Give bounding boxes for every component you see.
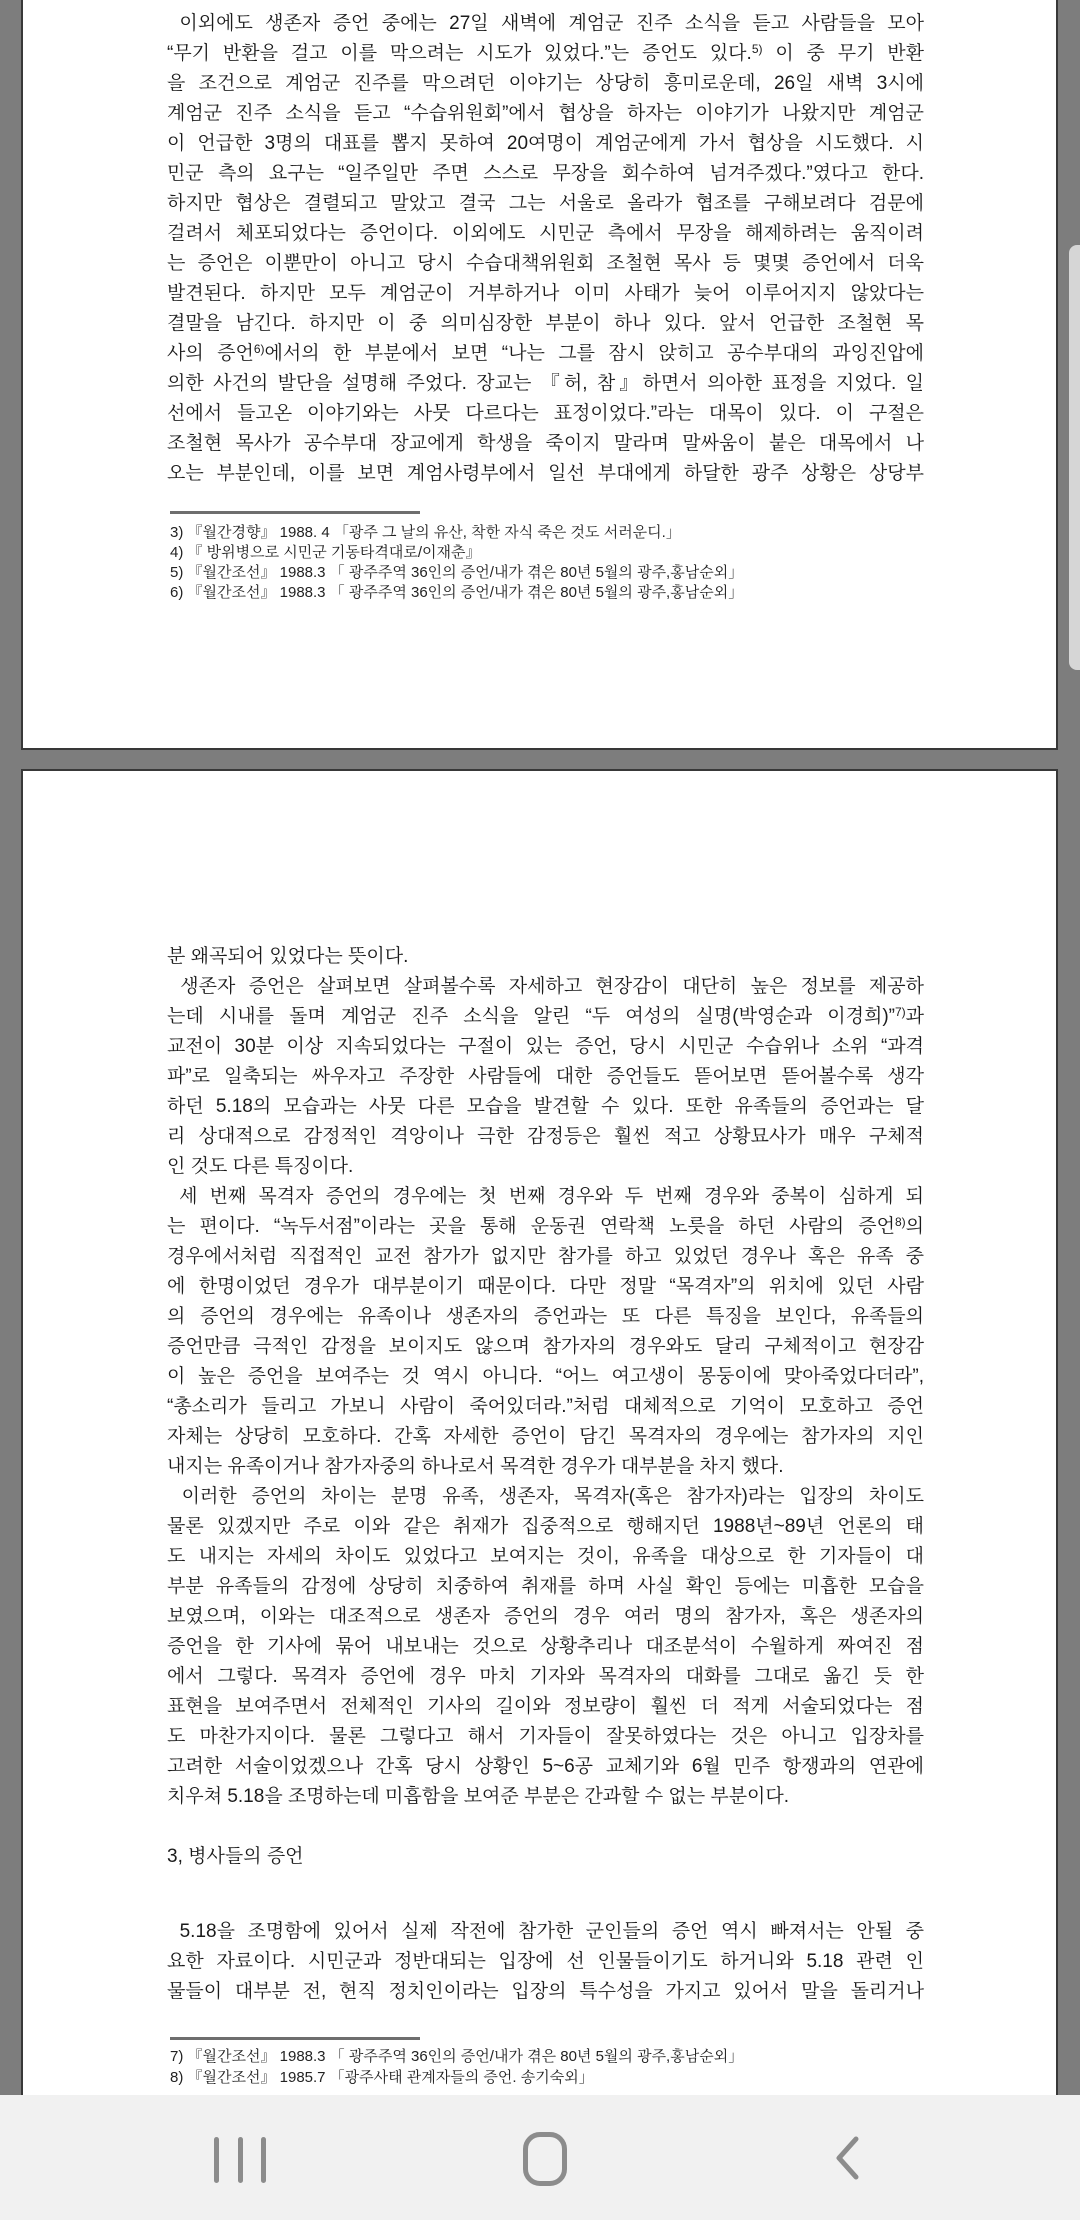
text-line: 부분 유족들의 감정에 상당히 치중하여 취재를 하며 사실 확인 등에는 미흡한 모습을 xyxy=(167,1576,924,1597)
recents-icon xyxy=(214,2137,219,2183)
page1-body-text xyxy=(167,9,924,489)
text-line: 증언을 한 기사에 묶어 내보내는 것으로 상황추리나 대조분석이 수월하게 짜여진 점 xyxy=(167,1636,924,1657)
text-line: 조철현 목사가 공수부대 장교에게 학생을 죽이지 말라며 말싸움이 붙은 대목에서 나 xyxy=(167,433,924,454)
text-line: “총소리가 들리고 가보니 사람이 죽어있더라.”처럼 대체적으로 기억이 모호하고 증언 xyxy=(167,1396,924,1417)
text-line: 걸려서 체포되었다는 증언이다. 이외에도 시민군 측에서 무장을 해제하려는 움직이려 xyxy=(167,223,924,244)
text-line: 생존자 증언은 살펴보면 살펴볼수록 자세하고 현장감이 대단히 높은 정보를 제공하 xyxy=(167,976,924,997)
text-line: 물론 있겠지만 주로 이와 같은 취재가 집중적으로 행해지던 1988년~89년 언론의 태 xyxy=(167,1516,924,1537)
text-line: 고려한 서술이었겠으나 간혹 당시 상황인 5~6공 교체기와 6월 민주 항쟁과의 연관에 xyxy=(167,1756,924,1777)
text-line: 물들이 대부분 전, 현직 정치인이라는 입장의 특수성을 가지고 있어서 말을 돌리거나 xyxy=(167,1981,924,2002)
page2-footnotes xyxy=(170,2046,950,2088)
text-line: 분 왜곡되어 있었다는 뜻이다. xyxy=(167,946,409,967)
text-line: 5.18을 조명함에 있어서 실제 작전에 참가한 군인들의 증언 역시 빠져서는 안될 중 xyxy=(167,1921,924,1942)
text-line: “무기 반환을 걸고 이를 막으려는 시도가 있었다.”는 증언도 있다.$^{5)}$ 이 중 무기 반환 xyxy=(167,42,924,64)
footnote-line: 4) 『 방위병으로 시민군 기동타격대로/이재춘』 xyxy=(170,544,481,561)
document-page-1[interactable] xyxy=(21,0,1058,750)
text-line: 경우에서처럼 직접적인 교전 참가가 없지만 참가를 하고 있었던 경우나 혹은 유족 중 xyxy=(167,1246,924,1267)
text-line: 이러한 증언의 차이는 분명 유족, 생존자, 목격자(혹은 참가자)라는 입장의 차이도 xyxy=(167,1486,924,1507)
text-line: 는 편이다. “녹두서점”이라는 곳을 통해 운동권 연락책 노릇을 하던 사람의 증언$^{8)}$의 xyxy=(167,1215,924,1237)
document-page-2[interactable] xyxy=(21,769,1058,2095)
text-line: 치우쳐 5.18을 조명하는데 미흡함을 보여준 부분은 간과할 수 없는 부분이다. xyxy=(167,1786,790,1807)
footnote-reference: 5) xyxy=(751,42,763,56)
text-line: 는데 시내를 돌며 계엄군 진주 소식을 알린 “두 여성의 실명(박영순과 이경희)”$^{7)}$과 xyxy=(167,1005,924,1027)
text-line: 오는 부분인데, 이를 보면 계엄사령부에서 일선 부대에게 하달한 광주 상황은 상당부 xyxy=(167,463,924,484)
home-icon xyxy=(523,2132,567,2186)
text-line: 계엄군 진주 소식을 듣고 “수습위원회”에서 협상을 하자는 이야기가 나왔지만 계엄군 xyxy=(167,103,924,124)
footnote-line: 5) 『월간조선』 1988.3 「 광주주역 36인의 증언/내가 겪은 80년 5월의 광주,홍남순외」 xyxy=(170,564,744,581)
text-line: 교전이 30분 이상 지속되었다는 구절이 있는 증언, 당시 시민군 수습위나 소위 “과격 xyxy=(167,1036,924,1057)
page2-paragraphs xyxy=(167,1917,924,2007)
text-line: 민군 측의 요구는 “일주일만 주면 스스로 무장을 회수하여 넘겨주겠다.”였다고 한다. xyxy=(167,163,924,184)
text-line: 자체는 상당히 모호하다. 간혹 자세한 증언이 담긴 목격자의 경우에는 참가자의 지인 xyxy=(167,1426,924,1447)
text-line: 는 증언은 이뿐만이 아니고 당시 수습대책위원회 조철현 목사 등 몇몇 증언에서 더욱 xyxy=(167,253,924,274)
footnote-line: 3) 『월간경향』 1988. 4 「광주 그 날의 유산, 착한 자식 죽은 것도 서러운디.」 xyxy=(170,524,681,541)
recents-icon xyxy=(238,2137,243,2183)
text-line: 내지는 유족이거나 참가자중의 하나로서 목격한 경우가 대부분을 차지 했다. xyxy=(167,1456,784,1477)
footnote-reference: 6) xyxy=(253,342,265,356)
text-line: 증언만큼 극적인 감정을 보이지도 않으며 참가자의 경우와도 달리 구체적이고 현장감 xyxy=(167,1336,924,1357)
text-line: 의 증언의 경우에는 유족이나 생존자의 증언과는 또 다른 특징을 보인다, 유족들의 xyxy=(167,1306,924,1327)
text-line: 결말을 남긴다. 하지만 이 중 의미심장한 부분이 하나 있다. 앞서 언급한 조철현 목 xyxy=(167,313,924,334)
text-line: 리 상대적으로 감정적인 격앙이나 극한 감정등은 훨씬 적고 상황묘사가 매우 구체적 xyxy=(167,1126,924,1147)
text-line: 하지만 협상은 결렬되고 말았고 결국 그는 서울로 올라가 협조를 구해보려다 검문에 xyxy=(167,193,924,214)
page1-footnotes xyxy=(170,523,950,603)
android-navigation-bar xyxy=(0,2095,1080,2220)
footnote-line: 8) 『월간조선』 1985.7 「광주사태 관계자들의 증언. 송기숙외」 xyxy=(170,2069,594,2086)
home-button[interactable] xyxy=(523,2132,567,2186)
footnote-reference: 8) xyxy=(894,1215,906,1229)
footnote-line: 6) 『월간조선』 1988.3 「 광주주역 36인의 증언/내가 겪은 80년 5월의 광주,홍남순외」 xyxy=(170,584,744,601)
footnote-reference: 7) xyxy=(894,1005,906,1019)
text-line: 보였으며, 이와는 대조적으로 생존자 증언의 경우 여러 명의 참가자, 혹은 생존자의 xyxy=(167,1606,924,1627)
footnote-separator xyxy=(170,511,420,514)
page2-body-text xyxy=(167,942,924,2007)
text-line: 이 높은 증언을 보여주는 것 역시 아니다. “어느 여고생이 몽둥이에 맞아죽었다더라”, xyxy=(167,1366,924,1387)
text-line: 이외에도 생존자 증언 중에는 27일 새벽에 계엄군 진주 소식을 듣고 사람들을 모아 xyxy=(167,13,924,34)
text-line: 요한 자료이다. 시민군과 정반대되는 입장에 선 인물들이기도 하거니와 5.18 관련 인 xyxy=(167,1951,924,1972)
text-line: 의한 사건의 발단을 설명해 주었다. 장교는 『허, 참』하면서 의아한 표정을 지었다. 일 xyxy=(167,373,924,394)
text-line: 세 번째 목격자 증언의 경우에는 첫 번째 경우와 두 번째 경우와 중복이 심하게 되 xyxy=(167,1186,924,1207)
text-line: 하던 5.18의 모습과는 사뭇 다른 모습을 발견할 수 있다. 또한 유족들의 증언과는 달 xyxy=(167,1096,924,1117)
text-line: 발견된다. 하지만 모두 계엄군이 거부하거나 이미 사태가 늦어 이루어지지 않았다는 xyxy=(167,283,924,304)
back-icon xyxy=(832,2135,862,2181)
footnote-separator xyxy=(170,2037,420,2040)
text-line: 선에서 들고온 이야기와는 사뭇 다르다는 표정이었다.”라는 대목이 있다. 이 구절은 xyxy=(167,403,924,424)
back-button[interactable] xyxy=(832,2135,862,2181)
text-line: 표현을 보여주면서 전체적인 기사의 길이와 정보량이 훨씬 더 적게 서술되었다는 점 xyxy=(167,1696,924,1717)
footnote-line: 7) 『월간조선』 1988.3 「 광주주역 36인의 증언/내가 겪은 80년 5월의 광주,홍남순외」 xyxy=(170,2048,744,2065)
text-line: 인 것도 다른 특징이다. xyxy=(167,1156,354,1177)
text-line: 도 마찬가지이다. 물론 그렇다고 해서 기자들이 잘못하였다는 것은 아니고 입장차를 xyxy=(167,1726,924,1747)
text-line: 파”로 일축되는 싸우자고 주장한 사람들에 대한 증언들도 뜯어보면 뜯어볼수록 생각 xyxy=(167,1066,924,1087)
page2-paragraphs xyxy=(167,942,924,1812)
text-line: 도 내지는 자세의 차이도 있었다고 보여지는 것이, 유족을 대상으로 한 기자들이 대 xyxy=(167,1546,924,1567)
text-line: 을 조건으로 계엄군 진주를 막으려던 이야기는 상당히 흥미로운데, 26일 새벽 3시에 xyxy=(167,73,924,94)
text-line: 사의 증언$^{6)}$에서의 한 부분에서 보면 “나는 그를 잠시 앉히고 공수부대의 과잉진압에 xyxy=(167,342,924,364)
section-heading: 3, 병사들의 증언 xyxy=(167,1846,304,1867)
scrollbar-thumb[interactable] xyxy=(1069,245,1080,670)
recents-icon xyxy=(261,2137,266,2183)
text-line: 에서 그렇다. 목격자 증언에 경우 마치 기자와 목격자의 대화를 그대로 옮긴 듯 한 xyxy=(167,1666,924,1687)
recents-button[interactable] xyxy=(214,2137,266,2183)
text-line: 이 언급한 3명의 대표를 뽑지 못하여 20여명이 계엄군에게 가서 협상을 시도했다. 시 xyxy=(167,133,924,154)
text-line: 에 한명이었던 경우가 대부분이기 때문이다. 다만 정말 “목격자”의 위치에 있던 사람 xyxy=(167,1276,924,1297)
